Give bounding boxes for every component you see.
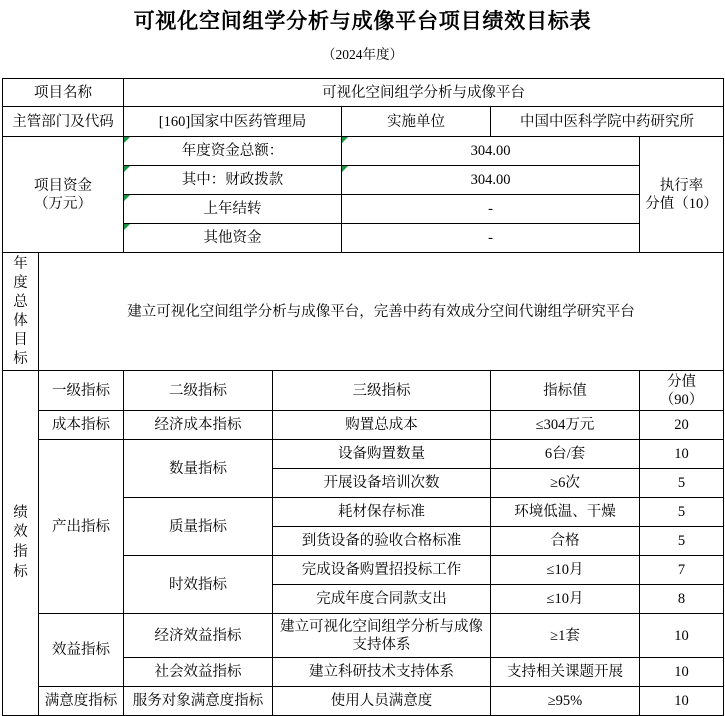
page-title: 可视化空间组学分析与成像平台项目绩效目标表 <box>133 10 592 33</box>
project-name-value: 可视化空间组学分析与成像平台 <box>124 79 724 107</box>
funds-cell <box>3 137 124 253</box>
annual-goal-label: 年度总体目标 <box>13 255 28 367</box>
level2-quantity: 数量指标 <box>124 440 273 498</box>
level2-social-benefit: 社会效益指标 <box>124 658 273 687</box>
text-format-indicator <box>124 224 130 230</box>
funds-total-value-cell <box>342 137 640 166</box>
indicator-10-value: ≥95% <box>491 687 640 716</box>
implementing-unit-label: 实施单位 <box>342 107 491 137</box>
annual-goal-label-cell <box>3 253 39 371</box>
header-score-cell <box>640 371 724 411</box>
page-subtitle: （2024年度） <box>322 47 403 62</box>
header-value: 指标值 <box>491 371 640 411</box>
indicator-5-score: 5 <box>640 527 724 556</box>
row-annual-goal <box>3 253 724 371</box>
level2-timeliness: 时效指标 <box>124 556 273 614</box>
exec-rate-label: 执行率 <box>659 177 704 194</box>
table-row <box>3 411 724 440</box>
funds-total-value: 304.00 <box>470 143 511 159</box>
text-format-indicator <box>124 166 130 172</box>
funds-unit: （万元） <box>34 195 92 212</box>
other-funds-value: - <box>342 224 640 253</box>
annual-goal-text: 建立可视化空间组学分析与成像平台，完善中药有效成分空间代谢组学研究平台 <box>39 253 724 371</box>
other-funds-label: 其他资金 <box>203 230 262 246</box>
indicator-5-name: 到货设备的验收合格标准 <box>273 527 491 556</box>
table-row <box>3 687 724 716</box>
carryover-label-cell <box>124 195 342 224</box>
fiscal-allocation-label-cell <box>124 166 342 195</box>
indicator-7-name: 完成年度合同款支出 <box>273 585 491 614</box>
funds-label: 项目资金 <box>34 177 92 194</box>
exec-rate-cell <box>640 137 724 253</box>
other-funds-label-cell <box>124 224 342 253</box>
indicator-4-name: 耗材保存标准 <box>273 498 491 527</box>
level2-economic-cost: 经济成本指标 <box>124 411 273 440</box>
row-department <box>3 107 724 137</box>
level1-output: 产出指标 <box>39 440 124 614</box>
header-score: 分值 <box>667 373 697 390</box>
text-format-indicator <box>124 137 130 143</box>
header-level3: 三级指标 <box>273 371 491 411</box>
indicator-2-value: 6台/套 <box>491 440 640 469</box>
indicator-1-value: ≤304万元 <box>491 411 640 440</box>
indicator-10-name: 使用人员满意度 <box>273 687 491 716</box>
indicator-1-name: 购置总成本 <box>273 411 491 440</box>
row-performance-header <box>3 371 724 411</box>
fiscal-allocation-value-cell <box>342 166 640 195</box>
indicator-6-value: ≤10月 <box>491 556 640 585</box>
table-row <box>3 614 724 658</box>
carryover-value: - <box>342 195 640 224</box>
funds-total-label: 年度资金总额： <box>181 143 284 159</box>
performance-label: 绩效指标 <box>13 504 28 580</box>
carryover-label: 上年结转 <box>203 201 262 217</box>
indicator-5-value: 合格 <box>491 527 640 556</box>
implementing-unit-value: 中国中医科学院中药研究所 <box>491 107 724 137</box>
indicator-6-name: 完成设备购置招投标工作 <box>273 556 491 585</box>
header-score-total: （90） <box>659 391 704 408</box>
indicator-1-score: 20 <box>640 411 724 440</box>
header-level1: 一级指标 <box>39 371 124 411</box>
header-level2: 二级指标 <box>124 371 273 411</box>
fiscal-allocation-value: 304.00 <box>470 172 511 188</box>
row-funds-total <box>3 137 724 166</box>
text-format-indicator <box>124 195 130 201</box>
indicator-3-name: 开展设备培训次数 <box>273 469 491 498</box>
indicator-9-score: 10 <box>640 658 724 687</box>
indicator-2-name: 设备购置数量 <box>273 440 491 469</box>
indicator-3-score: 5 <box>640 469 724 498</box>
indicator-4-value: 环境低温、干燥 <box>491 498 640 527</box>
level2-economic-benefit: 经济效益指标 <box>124 614 273 658</box>
indicator-9-name: 建立科研技术支持体系 <box>273 658 491 687</box>
level1-benefit: 效益指标 <box>39 614 124 687</box>
level1-satisfaction: 满意度指标 <box>39 687 124 716</box>
row-project-name <box>3 79 724 107</box>
indicator-6-score: 7 <box>640 556 724 585</box>
fiscal-allocation-label: 其中：财政拨款 <box>181 172 284 188</box>
indicator-4-score: 5 <box>640 498 724 527</box>
level2-quality: 质量指标 <box>124 498 273 556</box>
level1-cost: 成本指标 <box>39 411 124 440</box>
performance-target-table <box>2 78 724 716</box>
indicator-3-value: ≥6次 <box>491 469 640 498</box>
funds-total-label-cell <box>124 137 342 166</box>
indicator-2-score: 10 <box>640 440 724 469</box>
indicator-8-score: 10 <box>640 614 724 658</box>
text-format-indicator <box>342 137 348 143</box>
department-value: [160]国家中医药管理局 <box>124 107 342 137</box>
indicator-10-score: 10 <box>640 687 724 716</box>
department-label: 主管部门及代码 <box>3 107 124 137</box>
level2-service-satisfaction: 服务对象满意度指标 <box>124 687 273 716</box>
indicator-8-name: 建立可视化空间组学分析与成像支持体系 <box>273 614 491 658</box>
indicator-8-value: ≥1套 <box>491 614 640 658</box>
text-format-indicator <box>342 166 348 172</box>
project-name-label: 项目名称 <box>3 79 124 107</box>
exec-rate-score: 分值（10） <box>645 195 718 212</box>
indicator-7-score: 8 <box>640 585 724 614</box>
table-row <box>3 440 724 469</box>
indicator-7-value: ≤10月 <box>491 585 640 614</box>
performance-label-cell <box>3 371 39 716</box>
indicator-9-value: 支持相关课题开展 <box>491 658 640 687</box>
